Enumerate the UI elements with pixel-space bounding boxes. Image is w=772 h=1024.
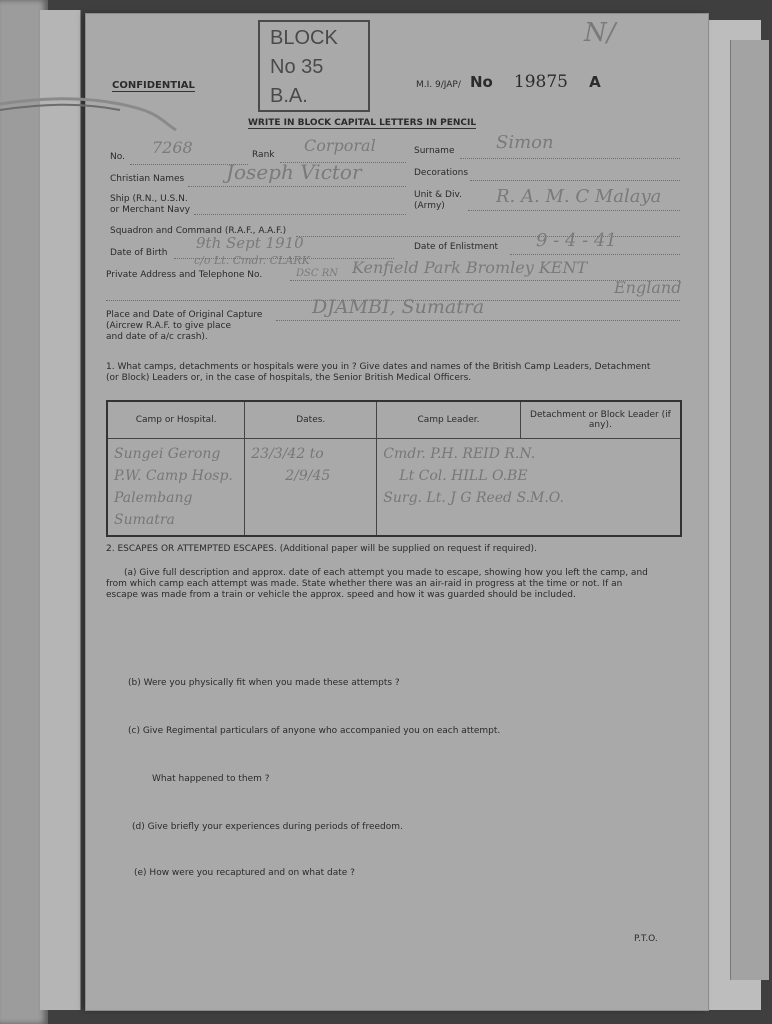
right-page-stack-2 [730, 40, 769, 980]
no-value: 7268 [152, 138, 193, 157]
capture-label-line3: and date of a/c crash). [106, 332, 208, 342]
dates-line-1: 23/3/42 to [251, 446, 324, 462]
capture-value: DJAMBI, Sumatra [312, 296, 485, 318]
leader-line-1: Cmdr. P.H. REID R.N. [383, 446, 536, 462]
address-value-line2: England [614, 278, 682, 297]
q2a-line1: (a) Give full description and approx. date of each attempt you made to escape, showing how you left the camp, and [124, 568, 648, 578]
leader-line-2: Lt Col. HILL O.BE [399, 468, 528, 484]
unit-label-line2: (Army) [414, 201, 445, 211]
header-camp-or-hospital: Camp or Hospital. [107, 401, 245, 439]
form-number: 19875 [513, 72, 569, 92]
address-value-pre2: DSC RN [296, 268, 338, 279]
leader-cell [377, 439, 681, 537]
surname-label: Surname [414, 146, 455, 156]
camp-line-1: Sungei Gerong [114, 446, 221, 462]
table-row [107, 439, 681, 537]
camp-line-2: P.W. Camp Hosp. [114, 468, 233, 484]
ship-label-line1: Ship (R.N., U.S.N. [110, 194, 188, 204]
squadron-label: Squadron and Command (R.A.F., A.A.F.) [110, 226, 287, 236]
q2a-line3: escape was made from a train or vehicle the approx. speed and how it was guarded should be included. [106, 590, 576, 600]
q2a-line2: from which camp each attempt was made. State whether there was an air-raid in progress at the time or not. If an [106, 579, 623, 589]
christian-names-value: Joseph Victor [226, 160, 362, 184]
dob-value: 9th Sept 1910 [196, 234, 304, 252]
q2-heading: 2. ESCAPES OR ATTEMPTED ESCAPES. (Additional paper will be supplied on request if required). [106, 544, 537, 554]
address-value-line1: Kenfield Park Bromley KENT [352, 258, 588, 277]
confidential-label: CONFIDENTIAL [112, 80, 195, 91]
string-tie [0, 90, 200, 150]
dates-cell [245, 439, 377, 537]
camp-cell [107, 439, 245, 537]
q2d-text: (d) Give briefly your experiences during periods of freedom. [132, 822, 403, 832]
address-value-pre: c/o Lt. Cmdr. CLARK [194, 254, 310, 267]
surname-value: Simon [496, 132, 554, 153]
prisoner-form-sheet [86, 14, 708, 1010]
unit-label-line1: Unit & Div. [414, 190, 462, 200]
corner-pencil-mark: N/ [584, 18, 616, 48]
block-stamp [258, 20, 370, 112]
left-page-edge [40, 10, 81, 1010]
form-suffix: A [589, 73, 601, 91]
enlistment-value: 9 - 4 - 41 [536, 230, 617, 251]
leader-line-3: Surg. Lt. J G Reed S.M.O. [383, 490, 564, 506]
camps-table [106, 400, 682, 537]
pto-label: P.T.O. [634, 934, 658, 944]
no-label: No. [110, 152, 125, 162]
enlistment-label: Date of Enlistment [414, 242, 499, 252]
q2c-text: (c) Give Regimental particulars of anyone who accompanied you on each attempt. [128, 726, 501, 736]
ship-label-line2: or Merchant Navy [110, 205, 191, 215]
header-camp-leader: Camp Leader. [377, 401, 521, 439]
rank-label: Rank [252, 150, 275, 160]
header-dates: Dates. [245, 401, 377, 439]
q2c-followup: What happened to them ? [152, 774, 270, 784]
dates-line-2: 2/9/45 [285, 468, 331, 484]
form-number-label: No [469, 73, 493, 91]
q2e-text: (e) How were you recaptured and on what date ? [134, 868, 355, 878]
stamp-line-3: B.A. [270, 85, 308, 107]
address-label: Private Address and Telephone No. [106, 270, 263, 280]
unit-value: R. A. M. C Malaya [496, 186, 662, 207]
capture-label-line1: Place and Date of Original Capture [106, 310, 263, 320]
decorations-label: Decorations [414, 168, 469, 178]
rank-value: Corporal [304, 136, 376, 155]
form-reference [416, 72, 601, 92]
q2b-text: (b) Were you physically fit when you made these attempts ? [128, 678, 400, 688]
q1-text-line2: (or Block) Leaders or, in the case of hospitals, the Senior British Medical Officers. [106, 373, 472, 383]
christian-names-label: Christian Names [110, 174, 185, 184]
camps-table-header [107, 401, 681, 439]
pencil-instruction: WRITE IN BLOCK CAPITAL LETTERS IN PENCIL [248, 118, 477, 128]
capture-label-line2: (Aircrew R.A.F. to give place [106, 321, 232, 331]
dob-label: Date of Birth [110, 248, 168, 258]
stamp-line-2: No 35 [270, 56, 324, 78]
header-detachment-leader: Detachment or Block Leader (if any). [520, 401, 681, 439]
camp-line-3: Palembang Sumatra [114, 490, 193, 528]
q1-text-line1: 1. What camps, detachments or hospitals were you in ? Give dates and names of the British Camp Leaders, Detachment [106, 362, 651, 372]
stamp-line-1: BLOCK [270, 27, 338, 49]
form-ref-code: M.I. 9/JAP/ [416, 80, 461, 90]
